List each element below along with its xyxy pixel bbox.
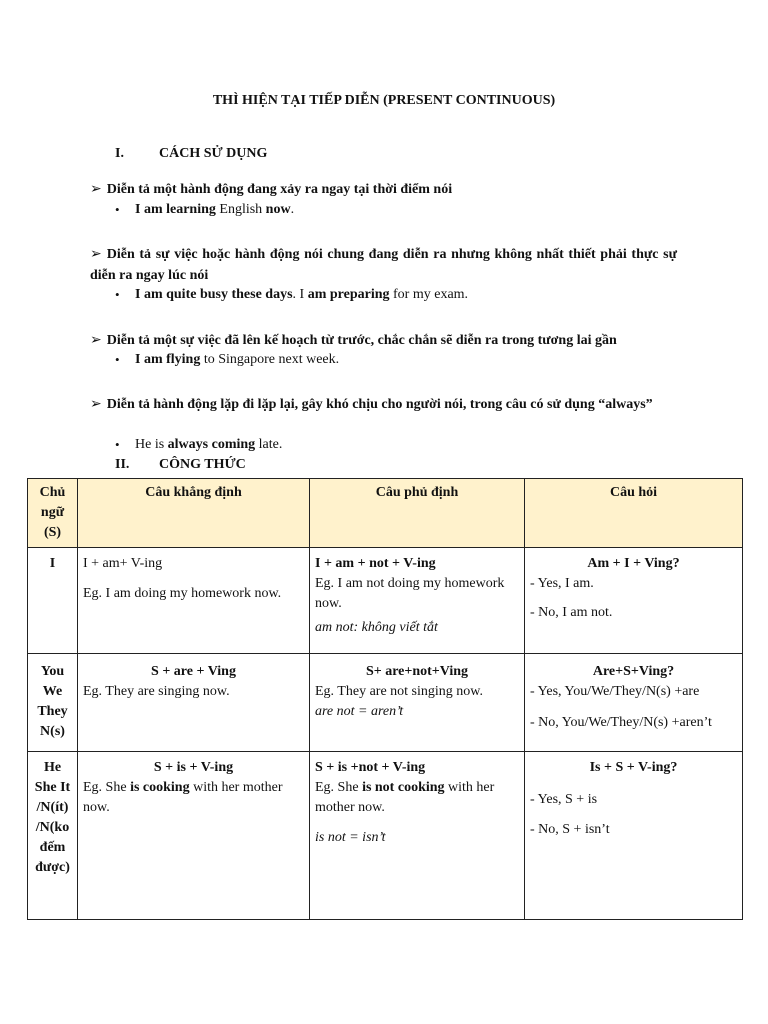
negative-cell	[310, 548, 525, 654]
question-formula: Are+S+Ving?	[592, 664, 675, 679]
spacer	[83, 574, 304, 584]
example-bold-part: I am flying	[135, 352, 201, 367]
table-row	[28, 654, 743, 752]
question-cell	[525, 752, 743, 920]
usage-example-2	[135, 287, 468, 303]
affirmative-cell	[78, 548, 310, 654]
negative-example: Eg. I am not doing my homework now.	[315, 576, 505, 611]
affirmative-formula: S + is + V-ing	[153, 760, 234, 775]
negative-cell	[310, 752, 525, 920]
negative-note: am not: không viết tắt	[315, 620, 438, 635]
negative-note: are not = aren’t	[315, 704, 404, 719]
question-no-answer: - No, I am not.	[530, 605, 613, 620]
affirmative-cell	[78, 654, 310, 752]
example-bold-part: now	[265, 202, 291, 217]
example-bold-part: always coming	[167, 437, 256, 452]
header-negative: Câu phủ định	[310, 479, 525, 548]
affirmative-example	[83, 778, 304, 818]
header-affirmative: Câu khẳng định	[78, 479, 310, 548]
table-row	[28, 752, 743, 920]
section-label: CÔNG THỨC	[159, 457, 246, 472]
question-cell	[525, 654, 743, 752]
section-heading-formula	[115, 457, 415, 477]
usage-text: Diễn tả hành động lặp đi lặp lại, gây khó chịu cho người nói, trong câu có sử dụng “always”	[106, 397, 653, 412]
example-bold-part: I am learning	[135, 202, 216, 217]
table-header-row	[28, 479, 743, 548]
arrow-bullet-icon: ➢	[90, 333, 102, 348]
section-label: CÁCH SỬ DỤNG	[159, 146, 268, 161]
row-subject: He She It /N(ít) /N(ko đếm được)	[28, 752, 78, 920]
question-yes-answer: - Yes, S + is	[530, 792, 598, 807]
section-number: II.	[115, 457, 130, 472]
affirmative-example: Eg. They are singing now.	[83, 684, 230, 699]
row-subject: You We They N(s)	[28, 654, 78, 752]
affirmative-formula: S + are + Ving	[151, 664, 236, 679]
negative-formula: I + am + not + V-ing	[315, 556, 436, 571]
usage-example-1	[135, 202, 294, 218]
example-text-part: English	[215, 202, 266, 217]
table-row	[28, 548, 743, 654]
example-text-part: Eg. She	[315, 780, 363, 795]
usage-description-2	[90, 244, 677, 286]
usage-text: Diễn tả sự việc hoặc hành động nói chung đang diễn ra nhưng không nhất thiết phải thực sự diễn ra ngay lúc nói	[90, 247, 677, 283]
formula-table	[27, 478, 743, 920]
header-question: Câu hỏi	[525, 479, 743, 548]
example-text-part: Eg. She	[83, 780, 131, 795]
example-text-part: . I	[292, 287, 308, 302]
row-subject: I	[28, 548, 78, 654]
negative-cell	[310, 654, 525, 752]
negative-formula: S + is +not + V-ing	[315, 760, 426, 775]
question-formula: Is + S + V-ing?	[589, 760, 678, 775]
arrow-bullet-icon: ➢	[90, 397, 102, 412]
question-no-answer: - No, You/We/They/N(s) +aren’t	[530, 715, 712, 730]
usage-description-4	[90, 394, 677, 415]
example-bold-part: is not cooking	[362, 780, 445, 795]
question-formula: Am + I + Ving?	[587, 556, 680, 571]
usage-example-4	[135, 437, 282, 453]
affirmative-cell	[78, 752, 310, 920]
question-yes-answer: - Yes, I am.	[530, 576, 594, 591]
negative-note: is not = isn’t	[315, 830, 386, 845]
affirmative-example: Eg. I am doing my homework now.	[83, 586, 282, 601]
example-bold-part: I am quite busy these days	[135, 287, 293, 302]
negative-example: Eg. They are not singing now.	[315, 684, 483, 699]
usage-example-3	[135, 352, 339, 368]
example-text-part: to Singapore next week.	[200, 352, 340, 367]
section-number: I.	[115, 146, 124, 161]
section-heading-usage	[115, 146, 415, 166]
example-text-part: .	[290, 202, 295, 217]
affirmative-formula: I + am+ V-ing	[83, 556, 163, 571]
usage-text: Diễn tả một hành động đang xảy ra ngay tại thời điểm nói	[106, 182, 453, 197]
example-text-part: for my exam.	[389, 287, 469, 302]
negative-example	[315, 778, 519, 818]
arrow-bullet-icon: ➢	[90, 182, 102, 197]
example-bold-part: is cooking	[130, 780, 190, 795]
example-bold-part: am preparing	[307, 287, 390, 302]
usage-text: Diễn tả một sự việc đã lên kế hoạch từ trước, chắc chắn sẽ diễn ra trong tương lai gần	[106, 333, 617, 348]
example-text-part: with her mother now.	[315, 780, 495, 815]
usage-description-3	[90, 330, 677, 351]
example-text-part: He is	[135, 437, 168, 452]
example-text-part: with her mother now.	[83, 780, 283, 815]
question-no-answer: - No, S + isn’t	[530, 822, 610, 837]
header-subject: Chủ ngữ (S)	[28, 479, 78, 548]
question-cell	[525, 548, 743, 654]
negative-formula: S+ are+not+Ving	[365, 664, 469, 679]
question-yes-answer: - Yes, You/We/They/N(s) +are	[530, 684, 700, 699]
arrow-bullet-icon: ➢	[90, 247, 102, 262]
usage-description-1	[90, 179, 677, 200]
page-title: THÌ HIỆN TẠI TIẾP DIỄN (PRESENT CONTINUOUS)	[212, 93, 556, 108]
example-text-part: late.	[255, 437, 283, 452]
